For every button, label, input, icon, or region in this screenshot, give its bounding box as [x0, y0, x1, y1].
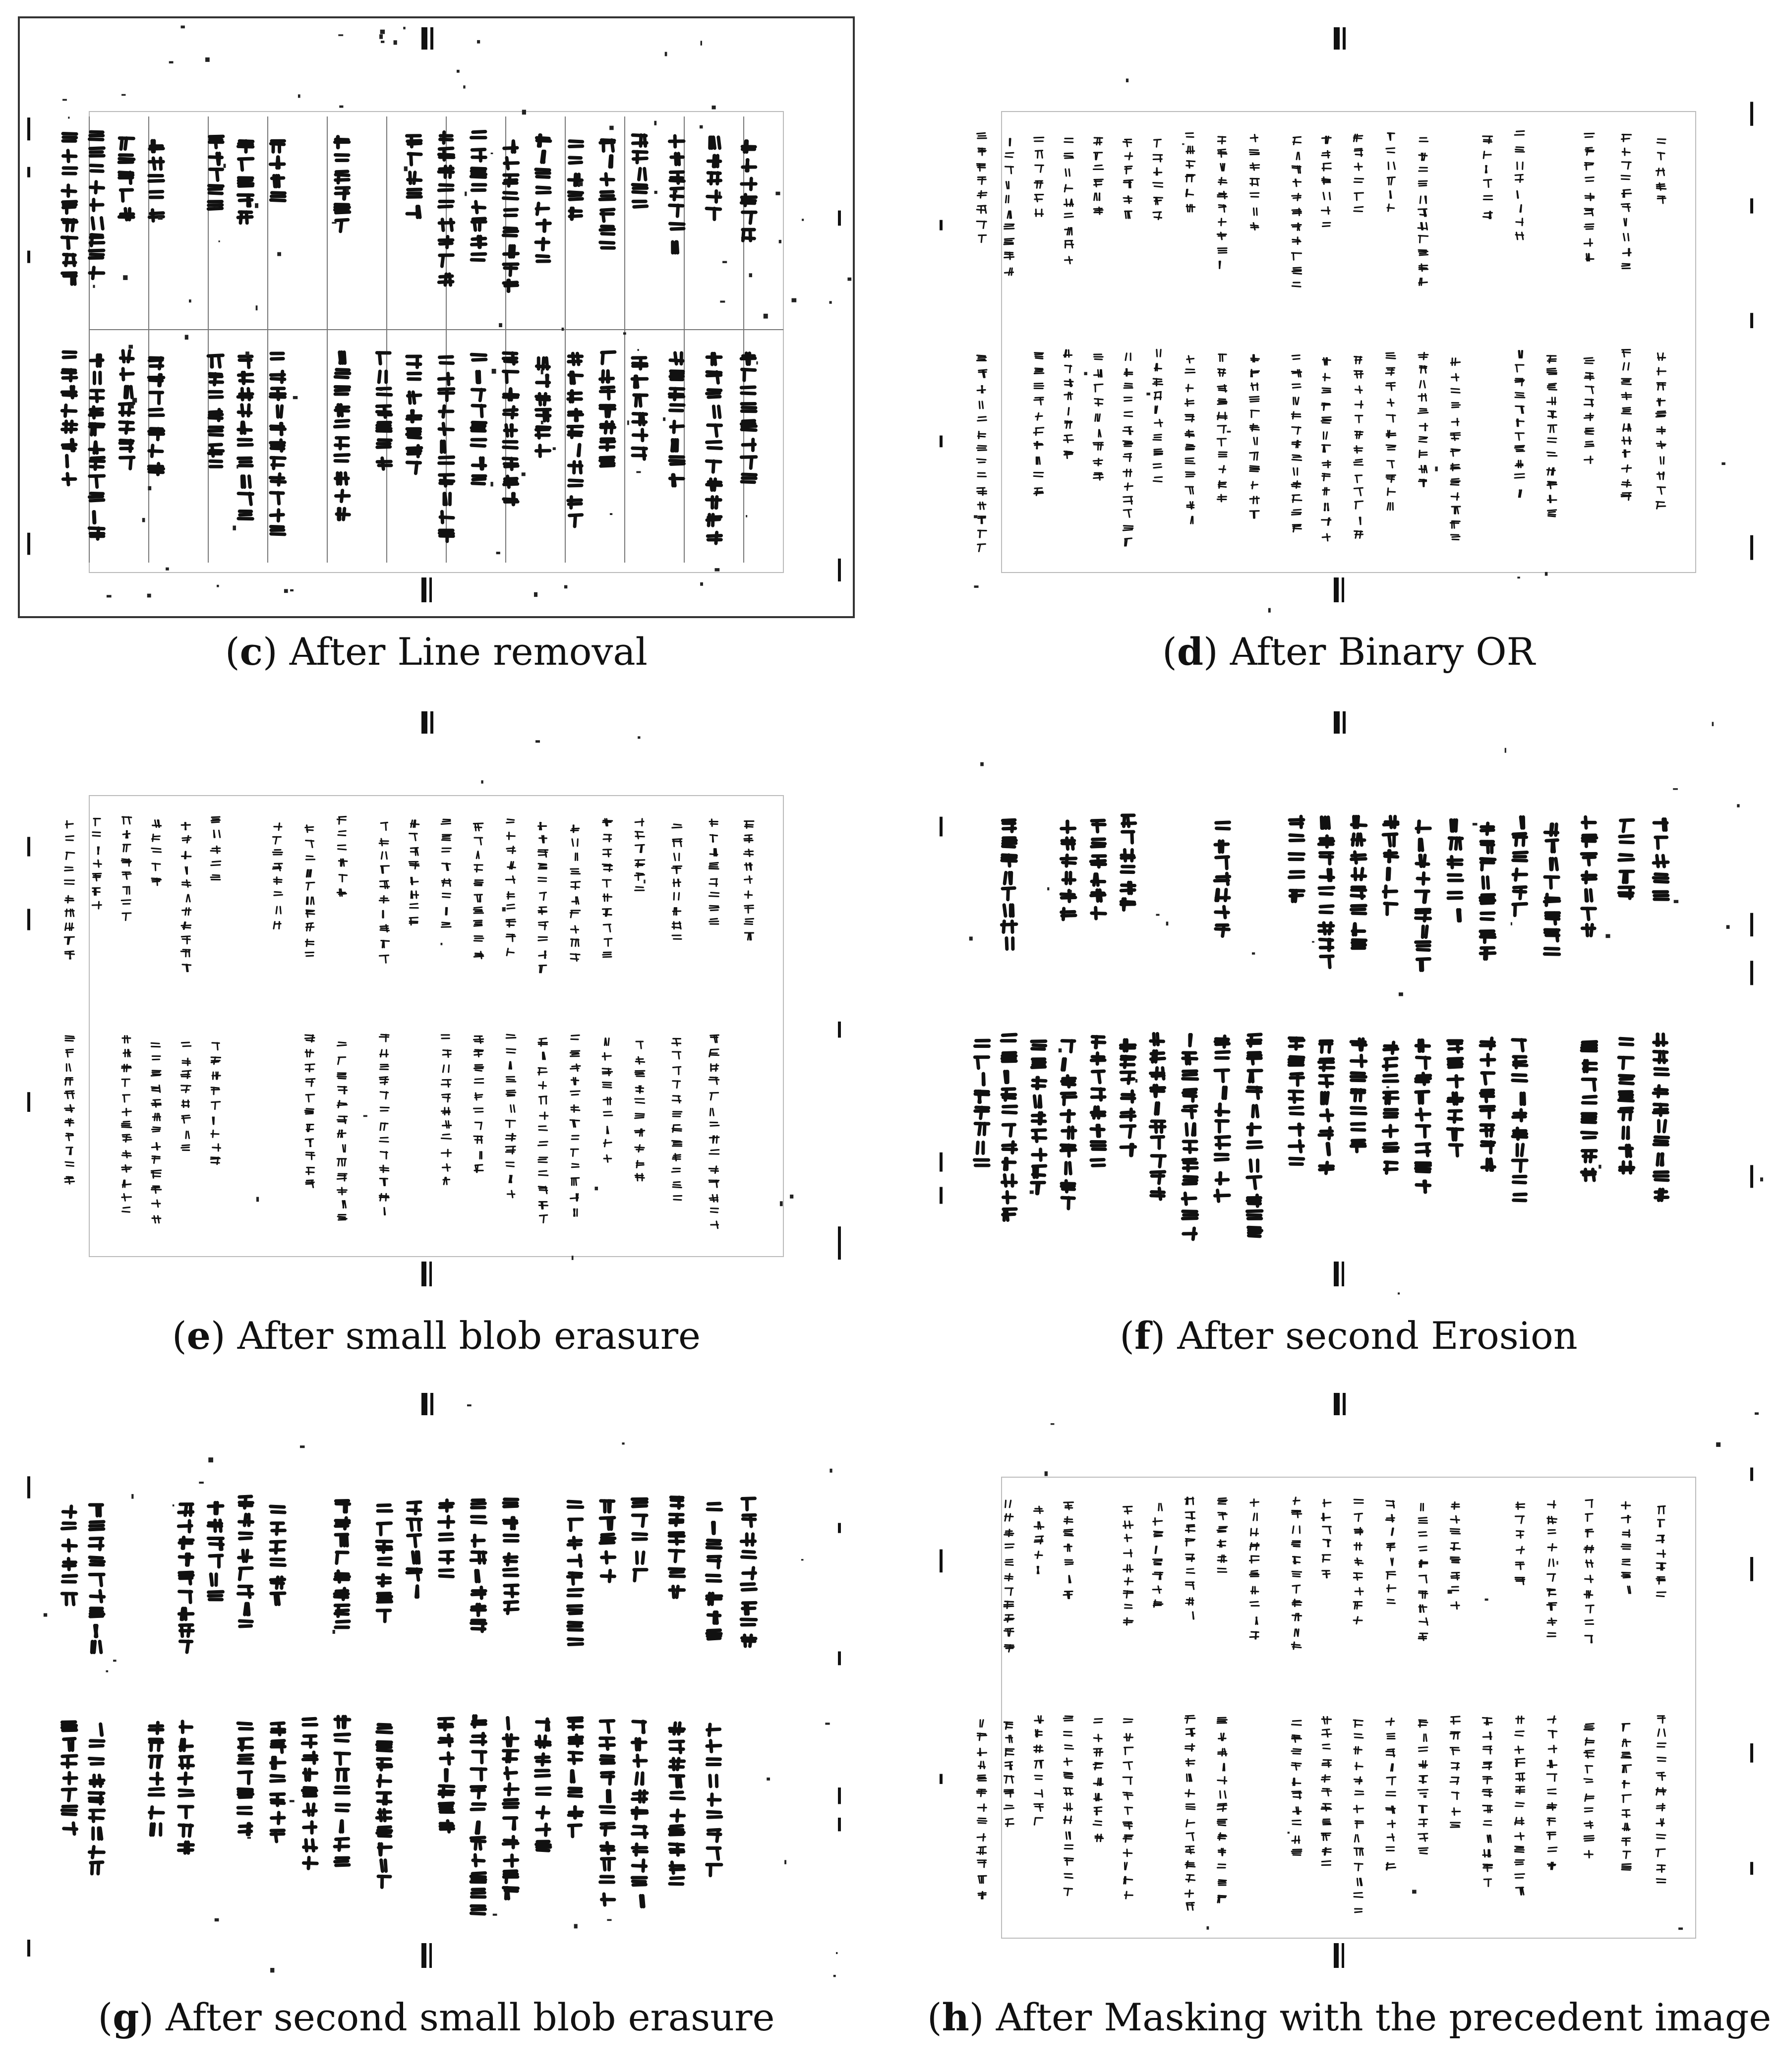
caption-letter-c: c: [239, 630, 263, 674]
figure-panel-d: [927, 12, 1770, 674]
caption-text-e: After small blob erasure: [237, 1314, 701, 1358]
document-image-c: [15, 12, 858, 622]
figure-panel-c: [15, 12, 858, 674]
caption-g: (g) After second small blob erasure: [98, 1995, 775, 2039]
figure-panel-f: [927, 696, 1770, 1358]
document-image-g: [15, 1378, 858, 1988]
document-scan-g: [15, 1378, 858, 1988]
caption-c: (c) After Line removal: [225, 630, 648, 674]
figure-panel-h: [927, 1378, 1770, 2040]
caption-text-f: After second Erosion: [1177, 1314, 1578, 1358]
document-scan-e: [15, 696, 858, 1306]
document-scan-d: [927, 12, 1770, 622]
document-image-d: [927, 12, 1770, 622]
caption-letter-h: h: [942, 1995, 969, 2039]
caption-text-d: After Binary OR: [1230, 630, 1535, 674]
caption-letter-g: g: [113, 1995, 139, 2039]
document-image-e: [15, 696, 858, 1306]
caption-text-g: After second small blob erasure: [166, 1995, 775, 2039]
caption-letter-f: f: [1134, 1314, 1151, 1358]
caption-text-c: After Line removal: [289, 630, 648, 674]
caption-letter-d: d: [1177, 630, 1203, 674]
caption-e: (e) After small blob erasure: [172, 1314, 701, 1358]
document-image-f: [927, 696, 1770, 1306]
document-scan-h: [927, 1378, 1770, 1988]
caption-f: (f) After second Erosion: [1120, 1314, 1578, 1358]
caption-letter-e: e: [186, 1314, 211, 1358]
caption-d: (d) After Binary OR: [1162, 630, 1535, 674]
caption-h: (h) After Masking with the precedent image: [927, 1995, 1772, 2039]
figure-panel-e: [15, 696, 858, 1358]
document-scan-c: [15, 12, 858, 622]
document-scan-f: [927, 696, 1770, 1306]
caption-text-h: After Masking with the precedent image: [996, 1995, 1772, 2039]
document-image-h: [927, 1378, 1770, 1988]
figure-panel-g: [15, 1378, 858, 2040]
